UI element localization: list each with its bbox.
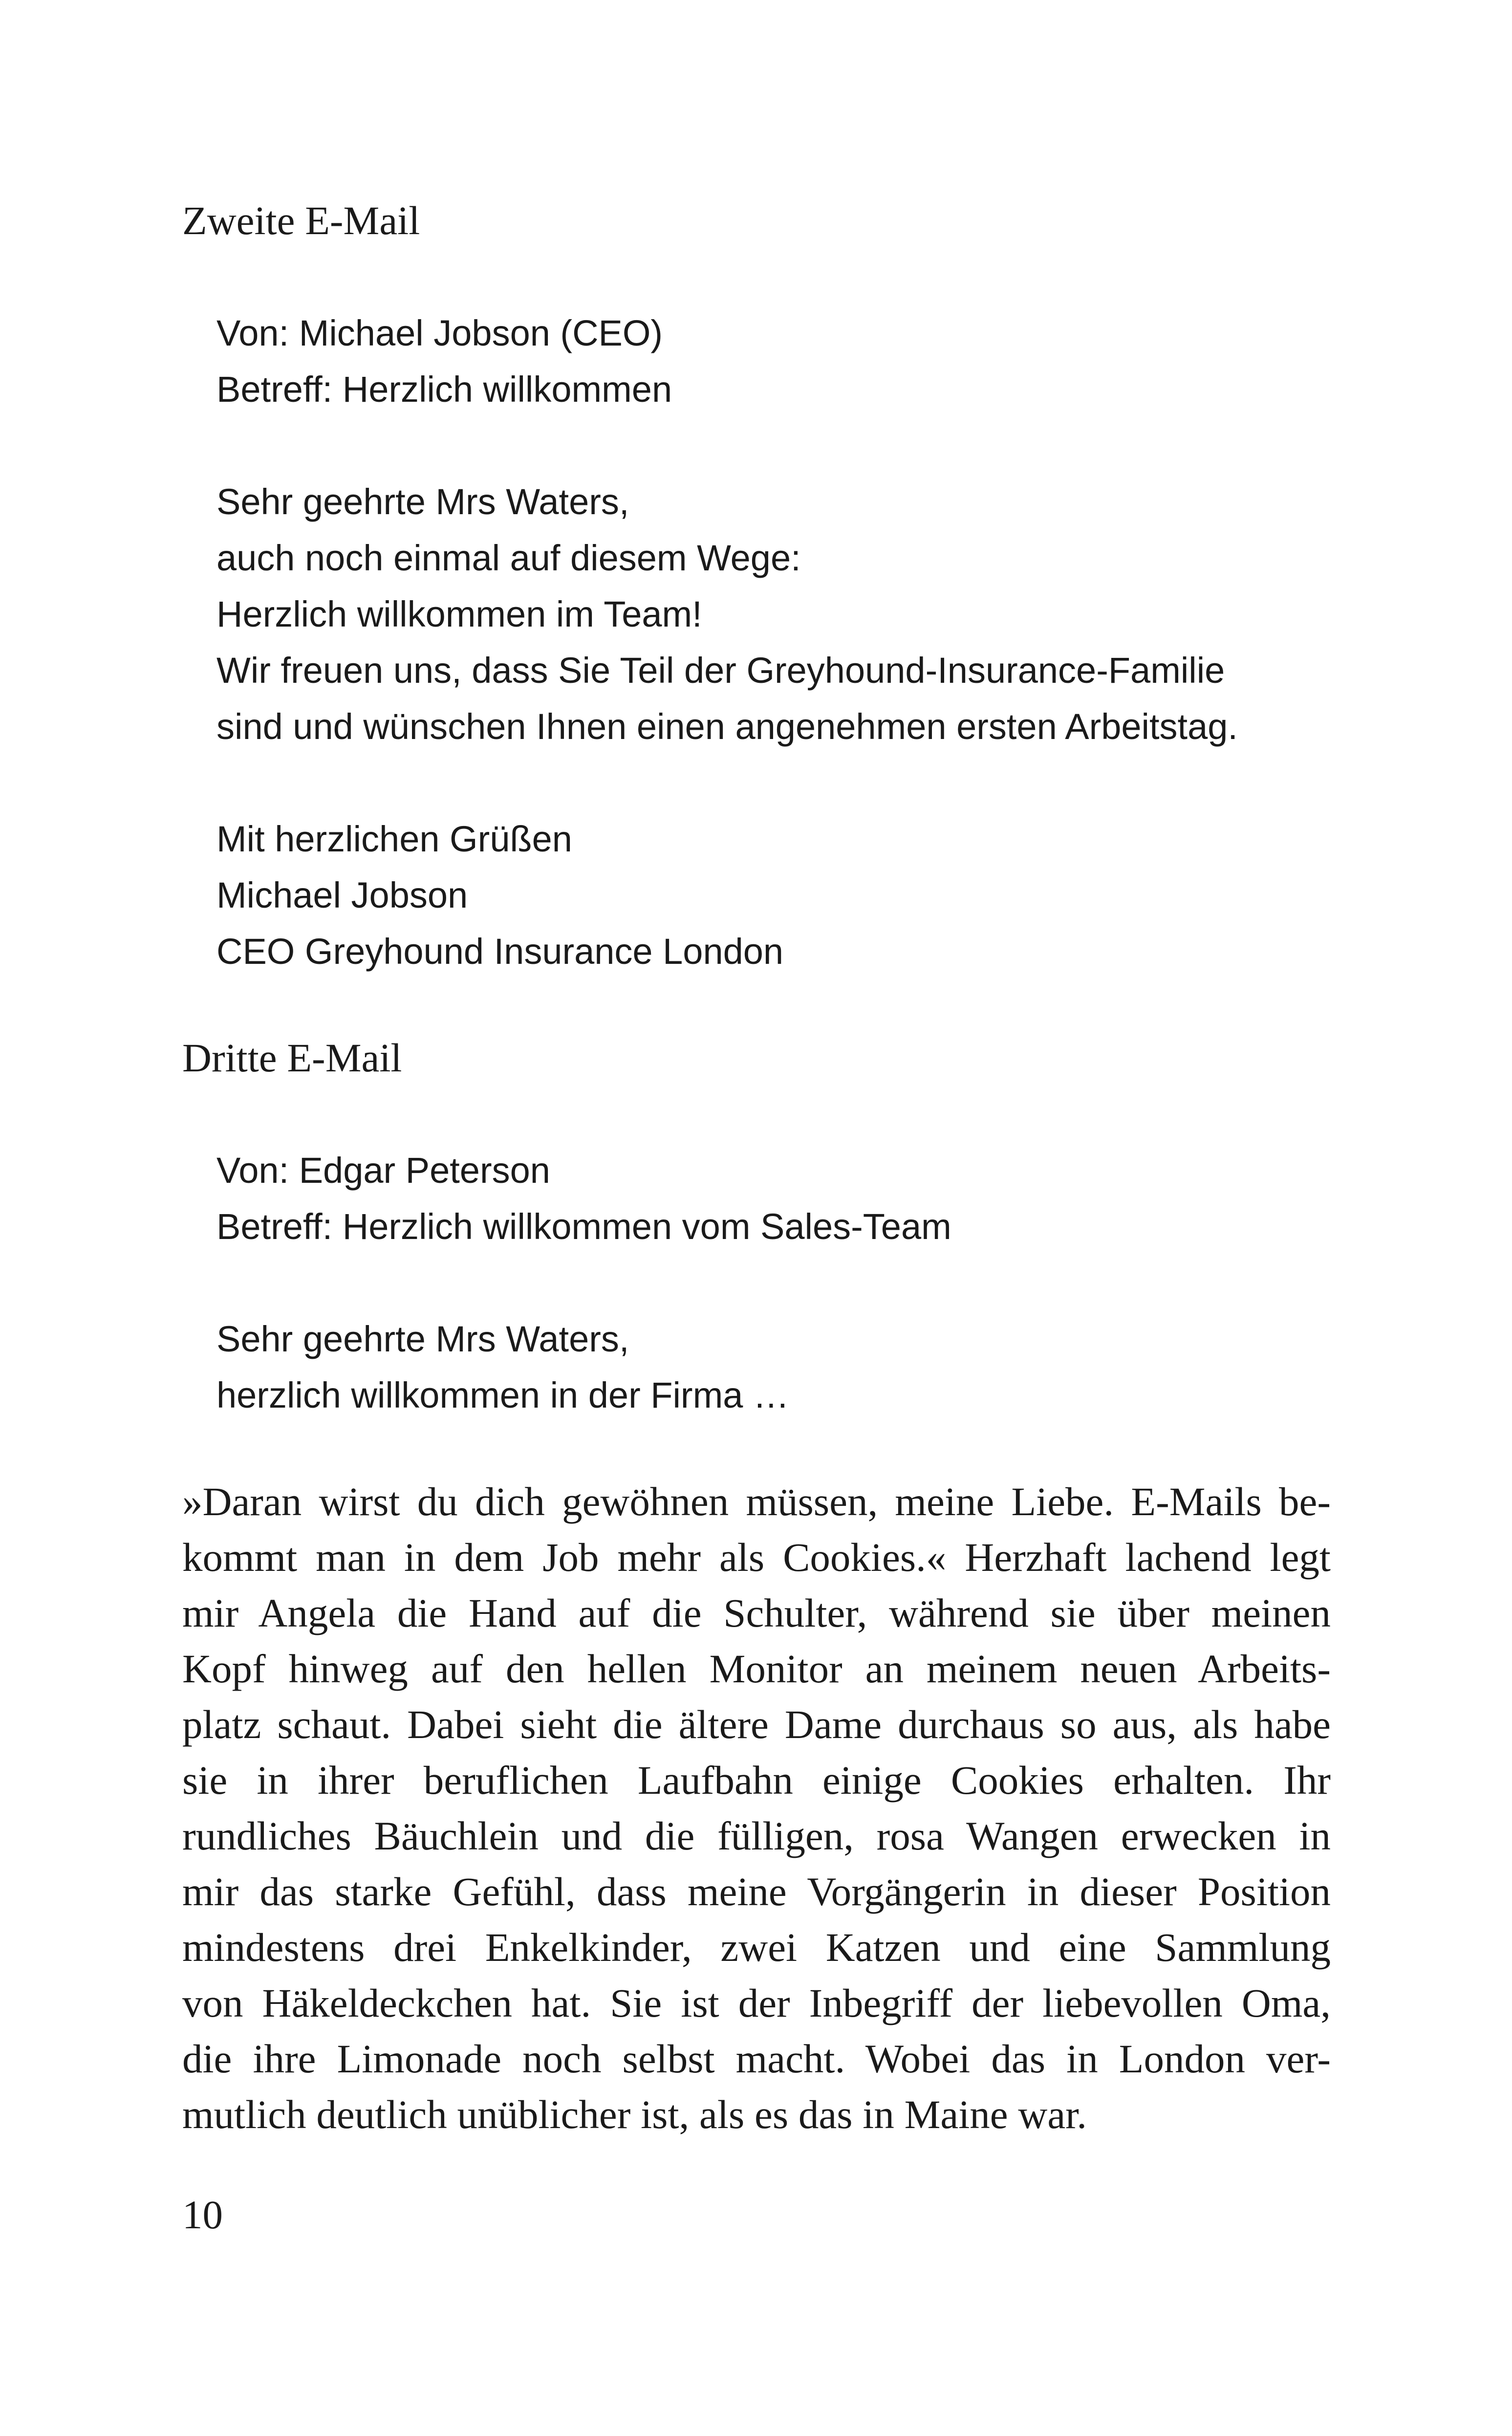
email-signature-line: Mit herzlichen Grüßen	[216, 819, 572, 859]
prose-line: mir Angela die Hand auf die Schulter, während sie über meinen	[182, 1590, 1331, 1635]
email-from: Von: Michael Jobson (CEO)	[216, 313, 663, 353]
email-from: Von: Edgar Peterson	[216, 1150, 550, 1191]
prose-line: platz schaut. Dabei sieht die ältere Dame durchaus so aus, als habe	[182, 1702, 1331, 1747]
prose-line: kommt man in dem Job mehr als Cookies.« Herzhaft lachend legt	[182, 1535, 1331, 1580]
prose-line: die ihre Limonade noch selbst macht. Wobei das in London ver-	[182, 2036, 1331, 2081]
email-body-line: Herzlich willkommen im Team!	[216, 594, 702, 634]
page-number: 10	[182, 2192, 223, 2237]
prose-line: Kopf hinweg auf den hellen Monitor an meinem neuen Arbeits-	[182, 1646, 1331, 1691]
spacer	[216, 417, 1238, 474]
email-body-line: Sehr geehrte Mrs Waters,	[216, 481, 629, 522]
prose-line: mir das starke Gefühl, dass meine Vorgängerin in dieser Position	[182, 1869, 1331, 1914]
prose-paragraph	[182, 1474, 1331, 2142]
email-body-line: Wir freuen uns, dass Sie Teil der Greyhound-Insurance-Familie	[216, 650, 1225, 691]
email-signature-line: CEO Greyhound Insurance London	[216, 931, 784, 972]
email-heading-second: Zweite E-Mail	[182, 198, 420, 243]
email-third	[216, 1142, 951, 1423]
spacer	[216, 1255, 951, 1311]
prose-line: von Häkeldeckchen hat. Sie ist der Inbegriff der liebevollen Oma,	[182, 1980, 1331, 2025]
prose-line: rundliches Bäuchlein und die fülligen, rosa Wangen erwecken in	[182, 1813, 1331, 1858]
email-signature-line: Michael Jobson	[216, 875, 468, 915]
prose-line: sie in ihrer beruflichen Laufbahn einige Cookies erhalten. Ihr	[182, 1758, 1331, 1803]
spacer	[216, 755, 1238, 811]
email-body-line: herzlich willkommen in der Firma …	[216, 1375, 789, 1415]
email-body-line: auch noch einmal auf diesem Wege:	[216, 538, 801, 578]
prose-line: mutlich deutlich unüblicher ist, als es das in Maine war.	[182, 2092, 1087, 2137]
email-subject: Betreff: Herzlich willkommen vom Sales-Team	[216, 1206, 951, 1247]
email-body-line: sind und wünschen Ihnen einen angenehmen ersten Arbeitstag.	[216, 706, 1238, 747]
prose-line: »Daran wirst du dich gewöhnen müssen, meine Liebe. E-Mails be-	[182, 1479, 1331, 1524]
email-second	[216, 305, 1238, 979]
email-subject: Betreff: Herzlich willkommen	[216, 369, 672, 410]
email-body-line: Sehr geehrte Mrs Waters,	[216, 1319, 629, 1359]
prose-line: mindestens drei Enkelkinder, zwei Katzen und eine Sammlung	[182, 1925, 1331, 1970]
email-heading-third: Dritte E-Mail	[182, 1035, 402, 1080]
